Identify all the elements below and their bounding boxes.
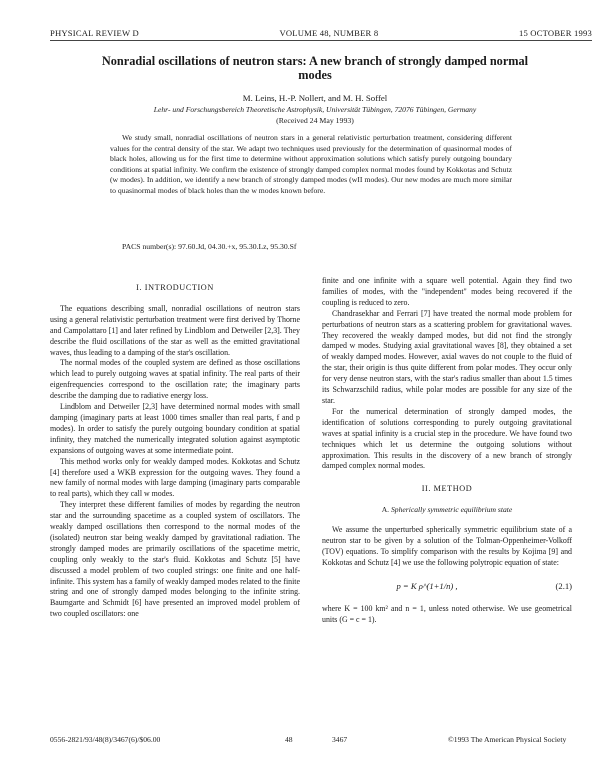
title-line-1: Nonradial oscillations of neutron stars: A new branch of strongly damped normal [101,54,529,68]
running-header [50,28,592,38]
body-paragraph: We assume the unperturbed spherically symmetric equilibrium state of a neutron star to be given by a solution of the Tolman-Oppenheimer-Volkoff (TOV) equations. To simplify comparison with the results by Kojima [9] and Kokkotas and Schutz [4] we use the following polytropic equation of state: [322,525,572,567]
body-paragraph: Chandrasekhar and Ferrari [7] have treated the normal mode problem for perturbations of neutron stars as a scattering problem for gravitational waves. They recovered the weakly damped modes, but did not find the strongly damped w modes. Studying axial gravitational waves [8], they obtained a set of weakly damped modes. However, axial waves do not couple to the fluid of the star, their origin is thus quite different from polar modes. They occur only for very dense neutron stars, with the star's radius smaller than about 1.5 times its Schwarzschild radius, while polar modes are possible for any size of the star. [322,308,572,405]
equation-number: (2.1) [555,580,572,591]
equation-body: p = K ρ^(1+1/n) , [396,580,458,591]
received-date: (Received 24 May 1993) [276,116,354,125]
subsection-heading [322,505,572,516]
subsection-title: Spherically symmetric equilibrium state [391,505,513,515]
body-paragraph: For the numerical determination of strongly damped modes, the identification of solutions corresponding to purely outgoing gravitational waves at spatial infinity is a crucial step in the procedure. We have found two techniques which let us determine the outgoing solutions without approximation. This results in the discovery of a new branch of strongly damped complex normal modes. [322,406,572,471]
left-column [50,276,300,620]
footer-volume: 48 [285,735,293,744]
author-list: M. Leins, H.-P. Nollert, and M. H. Soffel [242,93,388,103]
title-line-2: modes [298,68,332,82]
page-number: 3467 [332,735,348,744]
body-paragraph: The equations describing small, nonradial oscillations of neutron stars using a general relativistic perturbation treatment were first derived by Thorne and Campolattaro [1] and later refined by Lindblom and Detweiler [2,3]. They describe the fluid oscillations of the star as well as the emitted gravitational waves, thus leading to a damping of the star's oscillation. [50,303,300,357]
pacs-numbers: PACS number(s): 97.60.Jd, 04.30.+x, 95.30.Lz, 95.30.Sf [122,242,297,251]
right-column [322,276,572,625]
equation-2-1 [322,581,572,592]
copyright-notice: ©1993 The American Physical Society [448,735,567,744]
header-rule [50,40,592,41]
issue-date: 15 OCTOBER 1993 [518,28,592,38]
body-paragraph: This method works only for weakly damped modes. Kokkotas and Schutz [4] therefore used a WKB expression for the outgoing waves. They found a new family of normal modes with large damping (imaginary parts comparable to real parts), which they call w modes. [50,456,300,499]
body-paragraph: Lindblom and Detweiler [2,3] have determined normal modes with small damping (imaginary parts at least 1000 times smaller than real parts, f and p modes). In order to satisfy the purely outgoing boundary condition at spatial infinity, they matched the numerically integrated solution against asymptotic expansions of outgoing waves at some intermediate point. [50,402,300,455]
body-paragraph: where K = 100 km² and n = 1, unless noted otherwise. We use geometrical units (G = c = 1). [322,603,572,624]
body-paragraph: finite and one infinite with a square well potential. Again they find two families of modes, with the "independent" modes being recovered if the coupling is reduced to zero. [322,276,572,307]
body-paragraph: The normal modes of the coupled system are defined as those oscillations which lead to purely outgoing waves at spatial infinity. The real parts of their eigenfrequencies correspond to the oscillation rate; the imaginary parts describe the damping due to radiative energy loss. [50,358,300,401]
section-heading-method: II. METHOD [421,484,473,494]
page-footer [50,735,592,747]
paper-title [40,54,590,82]
subsection-label: A. [381,505,390,515]
journal-name: PHYSICAL REVIEW D [50,28,139,38]
volume-number: VOLUME 48, NUMBER 8 [279,28,379,38]
affiliation: Lehr- und Forschungsbereich Theoretische Astrophysik, Universität Tübingen, 72076 Tübingen, Germany [153,105,477,114]
body-paragraph: They interpret these different families of modes by regarding the neutron star and the surrounding spacetime as a coupled system of oscillators. The weakly damped oscillations then correspond to the normal modes of the (isolated) neutron star being weakly damped by gravitational radiation. The strongly damped modes are primarily oscillations of the spacetime metric, coupling only weakly to the star's fluid. Kokkotas and Schutz [5] have discussed a model problem of two coupled strings: one finite and one half-infinite. This system has a family of weakly damped modes related to the finite string and one of strongly damped modes belonging to the infinite string. Baumgarte and Schmidt [6] have presented an improved model problem of two coupled oscillators: one [50,500,300,619]
issn-code: 0556-2821/93/48(8)/3467(6)/$06.00 [50,735,161,744]
section-heading-introduction: I. INTRODUCTION [136,283,214,292]
abstract: We study small, nonradial oscillations of neutron stars in a general relativistic perturbation treatment, considering different values for the central density of the star. We adapt two techniques used previously for the determination of quasinormal modes of black holes, allowing us for the first time to determine without approximation solutions which satisfy purely outgoing boundary conditions at spatial infinity. We confirm the existence of strongly damped complex normal modes found by Kokkotas and Schutz (w modes). In addition, we identify a new branch of strongly damped modes (wII modes). Our new modes are much more similar to quasinormal modes of black holes than the w modes known before. [110,133,512,195]
